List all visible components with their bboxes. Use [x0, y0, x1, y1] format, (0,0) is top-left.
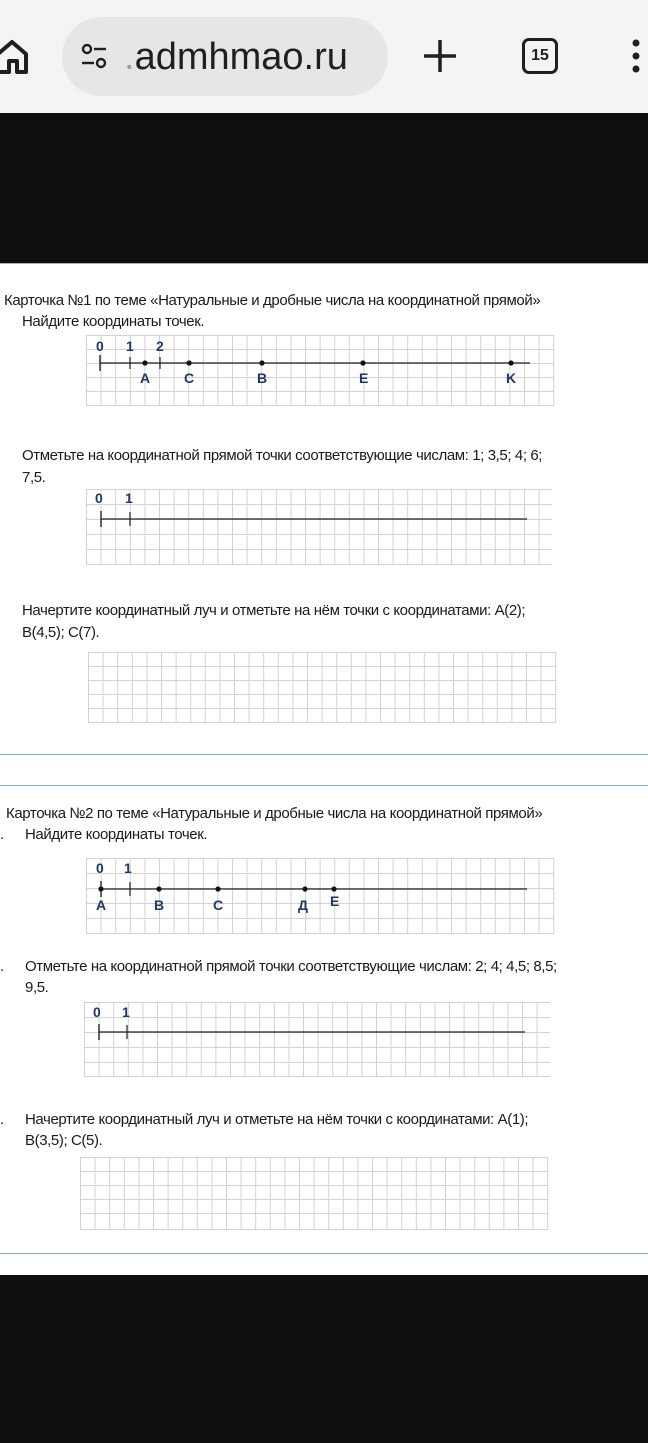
card1-title: Карточка №1 по теме «Натуральные и дробные числа на координатной прямой» [4, 292, 541, 309]
point-label-E: E [359, 370, 369, 386]
tick-label-1: 1 [125, 490, 133, 506]
url-text[interactable]: .admhmao.ru [124, 36, 348, 78]
card2-task1-figure [86, 858, 556, 934]
point-label-C: C [184, 370, 195, 386]
list-bullet: . [0, 1111, 5, 1128]
card2-task2-text-line1: Отметьте на координатной прямой точки соответствующие числам: 2; 4; 4,5; 8,5; [25, 958, 557, 975]
card1-task2-figure [86, 489, 556, 566]
grid [86, 489, 552, 565]
card2-task2-text-line2: 9,5. [25, 979, 49, 996]
new-tab-icon[interactable] [420, 36, 460, 76]
card1-top-border [0, 263, 648, 264]
grid [86, 858, 554, 934]
card1-task3-text-line2: B(4,5); C(7). [22, 624, 100, 641]
site-settings-icon[interactable] [80, 42, 108, 70]
url-domain: admhmao.ru [134, 36, 348, 78]
card1-task3-grid [88, 652, 558, 726]
point-label-D: Д [298, 897, 308, 913]
point-B [259, 360, 264, 365]
card1-task2-text-line1: Отметьте на координатной прямой точки соответствующие числам: 1; 3,5; 4; 6; [22, 447, 543, 464]
card2-task1-text: Найдите координаты точек. [25, 826, 208, 843]
point-label-C: C [213, 897, 224, 913]
tick-label-1: 1 [122, 1004, 130, 1020]
card-separator [0, 1253, 648, 1254]
card1-task1-text: Найдите координаты точек. [22, 313, 205, 330]
black-band-bottom [0, 1275, 648, 1443]
tick-label-0: 0 [96, 338, 104, 354]
point-E [360, 360, 365, 365]
card-separator [0, 754, 648, 755]
point-B [156, 886, 161, 891]
card2-task2-figure [84, 1002, 554, 1078]
address-bar[interactable] [62, 17, 388, 96]
point-A [98, 886, 103, 891]
card1-task2-text-line2: 7,5. [22, 469, 46, 486]
point-D [302, 886, 307, 891]
point-label-A: A [140, 370, 151, 386]
card2-task3-grid [80, 1157, 550, 1231]
card2-task3-text-line2: B(3,5); C(5). [25, 1132, 103, 1149]
point-K [508, 360, 513, 365]
card2-task3-text-line1: Начертите координатный луч и отметьте на нём точки с координатами: A(1); [25, 1111, 529, 1128]
tabs-counter[interactable]: 15 [522, 38, 558, 74]
point-label-K: K [506, 370, 517, 386]
grid [84, 1002, 550, 1077]
tick-label-1: 1 [124, 860, 132, 876]
point-label-B: B [257, 370, 268, 386]
browser-toolbar [0, 0, 648, 113]
card2-title: Карточка №2 по теме «Натуральные и дробные числа на координатной прямой» [6, 805, 543, 822]
tick-label-0: 0 [96, 860, 104, 876]
list-bullet: . [0, 958, 5, 975]
home-icon[interactable] [0, 38, 30, 74]
black-band-top [0, 113, 648, 263]
card-separator [0, 785, 648, 786]
point-label-B: B [154, 897, 165, 913]
card1-task1-figure [86, 335, 556, 410]
point-label-A: A [96, 897, 107, 913]
point-A [142, 360, 147, 365]
tick-label-2: 2 [156, 338, 164, 354]
tick-label-1: 1 [126, 338, 134, 354]
list-bullet: . [0, 826, 5, 843]
point-C [186, 360, 191, 365]
tick-label-0: 0 [95, 490, 103, 506]
card1-task3-text-line1: Начертите координатный луч и отметьте на нём точки с координатами: A(2); [22, 602, 526, 619]
point-E [331, 886, 336, 891]
point-label-E: E [330, 893, 340, 909]
point-C [215, 886, 220, 891]
tick-label-0: 0 [93, 1004, 101, 1020]
more-menu-icon[interactable] [626, 38, 646, 74]
